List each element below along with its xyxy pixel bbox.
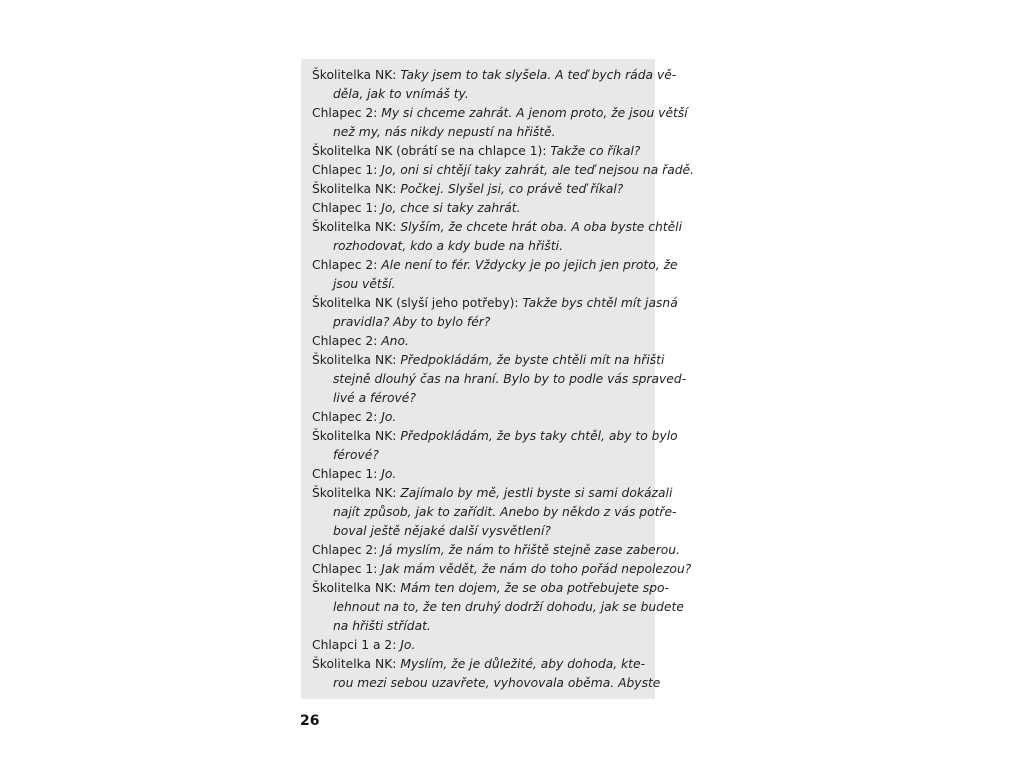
speaker-label: Chlapec 1:: [312, 562, 378, 576]
dialogue-line: [312, 674, 661, 693]
speaker-label: Školitelka NK:: [312, 486, 397, 500]
speaker-label: Chlapec 2:: [312, 106, 378, 120]
dialogue-line: [312, 370, 687, 389]
dialogue-entry: [312, 560, 692, 579]
speech-text: Jo.: [381, 467, 397, 481]
speech-text: než my, nás nikdy nepustí na hřiště.: [333, 125, 556, 139]
dialogue-line: [312, 446, 645, 465]
speech-text: Jo.: [381, 410, 397, 424]
speech-text: férové?: [333, 448, 379, 462]
dialogue-line: [312, 142, 645, 161]
speech-text: Ano.: [381, 334, 409, 348]
speech-text: lehnout na to, že ten druhý dodrží dohodu, jak se budete: [333, 600, 684, 614]
dialogue-line: [312, 275, 645, 294]
dialogue-entry: [312, 541, 680, 560]
dialogue-line: [312, 332, 645, 351]
speech-text: livé a férové?: [333, 391, 416, 405]
dialogue-line: [312, 484, 673, 503]
dialogue-line: [312, 294, 678, 313]
speech-text: Mám ten dojem, že se oba potřebujete spo-: [400, 581, 669, 595]
dialogue-line: [312, 655, 645, 674]
speaker-label: Školitelka NK:: [312, 353, 397, 367]
speech-text: pravidla? Aby to bylo fér?: [333, 315, 491, 329]
speaker-label: Chlapec 1:: [312, 163, 378, 177]
dialogue-line: [312, 389, 645, 408]
dialogue-line: [312, 85, 645, 104]
dialogue-entry: [312, 579, 684, 636]
speaker-label: Školitelka NK:: [312, 429, 397, 443]
dialogue-entry: [312, 636, 645, 655]
speech-text: najít způsob, jak to zařídit. Anebo by někdo z vás potře-: [333, 505, 677, 519]
dialogue-line: [312, 503, 677, 522]
dialogue-entry: [312, 142, 645, 161]
speech-text: děla, jak to vnímáš ty.: [333, 87, 469, 101]
dialogue-line: [312, 427, 678, 446]
dialogue-entry: [312, 465, 645, 484]
dialogue-line: [312, 579, 669, 598]
dialogue-box: [301, 59, 695, 699]
dialogue-entry: [312, 484, 677, 541]
dialogue-line: [312, 598, 684, 617]
dialogue-line: [312, 199, 645, 218]
speaker-label: Školitelka NK:: [312, 220, 397, 234]
speech-text: Předpokládám, že byste chtěli mít na hřišti: [400, 353, 665, 367]
speech-text: Taky jsem to tak slyšela. A teď bych ráda vě-: [400, 68, 677, 82]
speaker-label: Školitelka NK (slyší jeho potřeby):: [312, 296, 519, 310]
dialogue-line: [312, 180, 645, 199]
speaker-label: Chlapci 1 a 2:: [312, 638, 397, 652]
speech-text: jsou větší.: [333, 277, 396, 291]
dialogue-entry: [312, 408, 645, 427]
dialogue-entry: [312, 199, 645, 218]
dialogue-line: [312, 408, 645, 427]
dialogue-entry: [312, 256, 678, 294]
dialogue-line: [312, 560, 692, 579]
dialogue-entry: [312, 66, 677, 104]
speaker-label: Chlapec 1:: [312, 467, 378, 481]
speaker-label: Školitelka NK:: [312, 182, 397, 196]
speaker-label: Chlapec 2:: [312, 543, 378, 557]
dialogue-entry: [312, 180, 645, 199]
dialogue-line: [312, 351, 665, 370]
speaker-label: Chlapec 2:: [312, 258, 378, 272]
speech-text: Slyším, že chcete hrát oba. A oba byste chtěli: [400, 220, 683, 234]
speech-text: Jak mám vědět, že nám do toho pořád nepolezou?: [381, 562, 692, 576]
speaker-label: Školitelka NK:: [312, 581, 397, 595]
speech-text: stejně dlouhý čas na hraní. Bylo by to podle vás spraved-: [333, 372, 687, 386]
speech-text: My si chceme zahrát. A jenom proto, že jsou větší: [381, 106, 688, 120]
speaker-label: Školitelka NK:: [312, 657, 397, 671]
dialogue-entry: [312, 427, 678, 465]
speech-text: Myslím, že je důležité, aby dohoda, kte-: [400, 657, 646, 671]
speech-text: rou mezi sebou uzavřete, vyhovovala oběma. Abyste: [333, 676, 661, 690]
dialogue-line: [312, 66, 677, 85]
dialogue-line: [312, 218, 683, 237]
dialogue-line: [312, 161, 695, 180]
speaker-label: Školitelka NK (obrátí se na chlapce 1):: [312, 144, 547, 158]
dialogue-line: [312, 104, 688, 123]
dialogue-line: [312, 313, 645, 332]
page-number: 26: [300, 713, 320, 729]
dialogue-line: [312, 617, 645, 636]
speech-text: Jo, oni si chtějí taky zahrát, ale teď nejsou na řadě.: [381, 163, 695, 177]
speaker-label: Chlapec 1:: [312, 201, 378, 215]
dialogue-entry: [312, 332, 645, 351]
speech-text: Jo, chce si taky zahrát.: [381, 201, 521, 215]
dialogue-entry: [312, 351, 687, 408]
dialogue-entry: [312, 104, 688, 142]
dialogue-line: [312, 237, 645, 256]
speaker-label: Chlapec 2:: [312, 410, 378, 424]
speech-text: Já myslím, že nám to hřiště stejně zase zaberou.: [381, 543, 680, 557]
speech-text: Počkej. Slyšel jsi, co právě teď říkal?: [400, 182, 624, 196]
speaker-label: Chlapec 2:: [312, 334, 378, 348]
dialogue-line: [312, 522, 645, 541]
dialogue-line: [312, 465, 645, 484]
speech-text: Jo.: [400, 638, 416, 652]
dialogue-line: [312, 256, 678, 275]
dialogue-entry: [312, 161, 695, 180]
dialogue-entry: [312, 294, 678, 332]
dialogue-entry: [312, 218, 683, 256]
speech-text: Takže co říkal?: [550, 144, 641, 158]
dialogue-line: [312, 541, 680, 560]
dialogue-line: [312, 123, 645, 142]
speaker-label: Školitelka NK:: [312, 68, 397, 82]
speech-text: Ale není to fér. Vždycky je po jejich jen proto, že: [381, 258, 678, 272]
speech-text: Takže bys chtěl mít jasná: [522, 296, 678, 310]
speech-text: na hřišti střídat.: [333, 619, 431, 633]
speech-text: Zajímalo by mě, jestli byste si sami dokázali: [400, 486, 673, 500]
speech-text: boval ještě nějaké další vysvětlení?: [333, 524, 551, 538]
dialogue-line: [312, 636, 645, 655]
speech-text: rozhodovat, kdo a kdy bude na hřišti.: [333, 239, 563, 253]
dialogue-entry: [312, 655, 661, 693]
speech-text: Předpokládám, že bys taky chtěl, aby to bylo: [400, 429, 678, 443]
